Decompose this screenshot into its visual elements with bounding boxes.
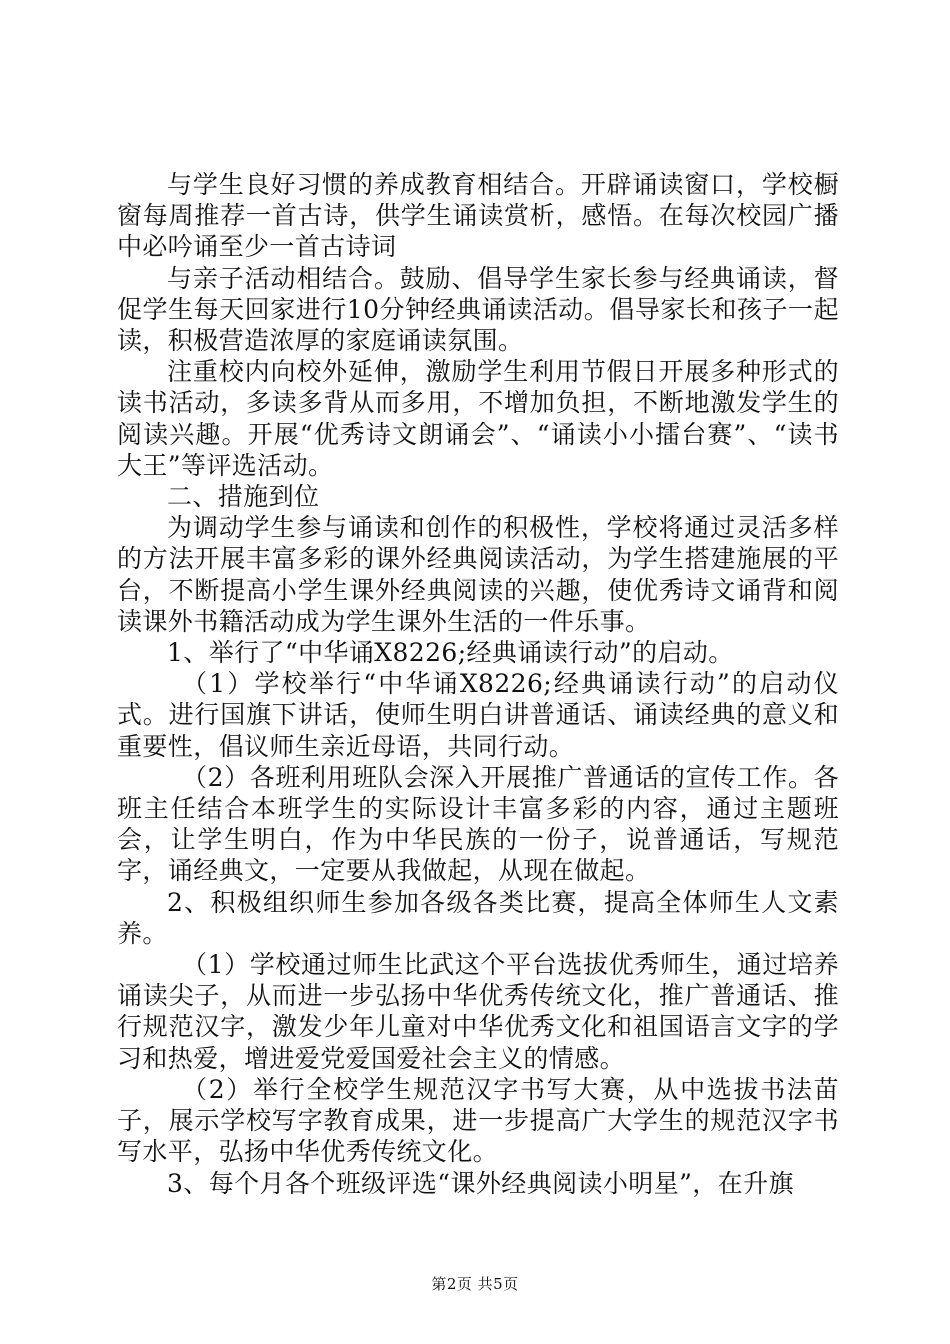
section-heading-measures: 二、措施到位 bbox=[167, 482, 320, 512]
paragraph-habit-education: 与学生良好习惯的养成教育相结合。开辟诵读窗口，学校橱窗每周推荐一首古诗，供学生诵读赏析，感悟。在每次校园广播中必吟诵至少一首古诗词 bbox=[117, 170, 839, 262]
list-item-1-2-class-meeting: （2）各班利用班队会深入开展推广普通话的宣传工作。各班主任结合本班学生的实际设计丰富多彩的内容，通过主题班会，让学生明白，作为中华民族的一份子，说普通话，写规范字，诵经典文，一定要从我做起，从现在做起。 bbox=[117, 762, 839, 886]
document-body bbox=[117, 169, 839, 1199]
list-item-1-launch: 1、举行了“中华诵X8226;经典诵读行动”的启动。 bbox=[167, 638, 734, 668]
paragraph-outside-school: 注重校内向校外延伸，激励学生利用节假日开展多种形式的读书活动，多读多背从而多用，不增加负担，不断地激发学生的阅读兴趣。开展“优秀诗文朗诵会”、“诵读小小擂台赛”、“读书大王”等评选活动。 bbox=[117, 357, 839, 480]
paragraph-parent-child: 与亲子活动相结合。鼓励、倡导学生家长参与经典诵读，督促学生每天回家进行10分钟经典诵读活动。倡导家长和孩子一起读，积极营造浓厚的家庭诵读氛围。 bbox=[117, 263, 839, 356]
list-item-2-2-handwriting: （2）举行全校学生规范汉字书写大赛，从中选拔书法苗子，展示学校写字教育成果，进一步提高广大学生的规范汉字书写水平，弘扬中华优秀传统文化。 bbox=[117, 1074, 839, 1167]
paragraph-measures-intro: 为调动学生参与诵读和创作的积极性，学校将通过灵活多样的方法开展丰富多彩的课外经典阅读活动，为学生搭建施展的平台，不断提高小学生课外经典阅读的兴趣，使优秀诗文诵背和阅读课外书籍活动成为学生课外生活的一件乐事。 bbox=[117, 513, 839, 636]
page-number-footer: 第2页 共5页 bbox=[431, 1275, 519, 1293]
list-item-2-1-selection: （1）学校通过师生比武这个平台选拔优秀师生，通过培养诵读尖子，从而进一步弘扬中华优秀传统文化，推广普通话、推行规范汉字，激发少年儿童对中华优秀文化和祖国语言文字的学习和热爱，增进爱党爱国爱社会主义的情感。 bbox=[117, 950, 839, 1073]
list-item-2-competitions: 2、积极组织师生参加各级各类比赛，提高全体师生人文素养。 bbox=[117, 887, 839, 948]
list-item-1-1-ceremony: （1）学校举行“中华诵X8226;经典诵读行动”的启动仪式。进行国旗下讲话，使师生明白讲普通话、诵读经典的意义和重要性，倡议师生亲近母语，共同行动。 bbox=[117, 669, 839, 761]
list-item-3-monthly-star: 3、每个月各个班级评选“课外经典阅读小明星”，在升旗 bbox=[167, 1168, 794, 1198]
